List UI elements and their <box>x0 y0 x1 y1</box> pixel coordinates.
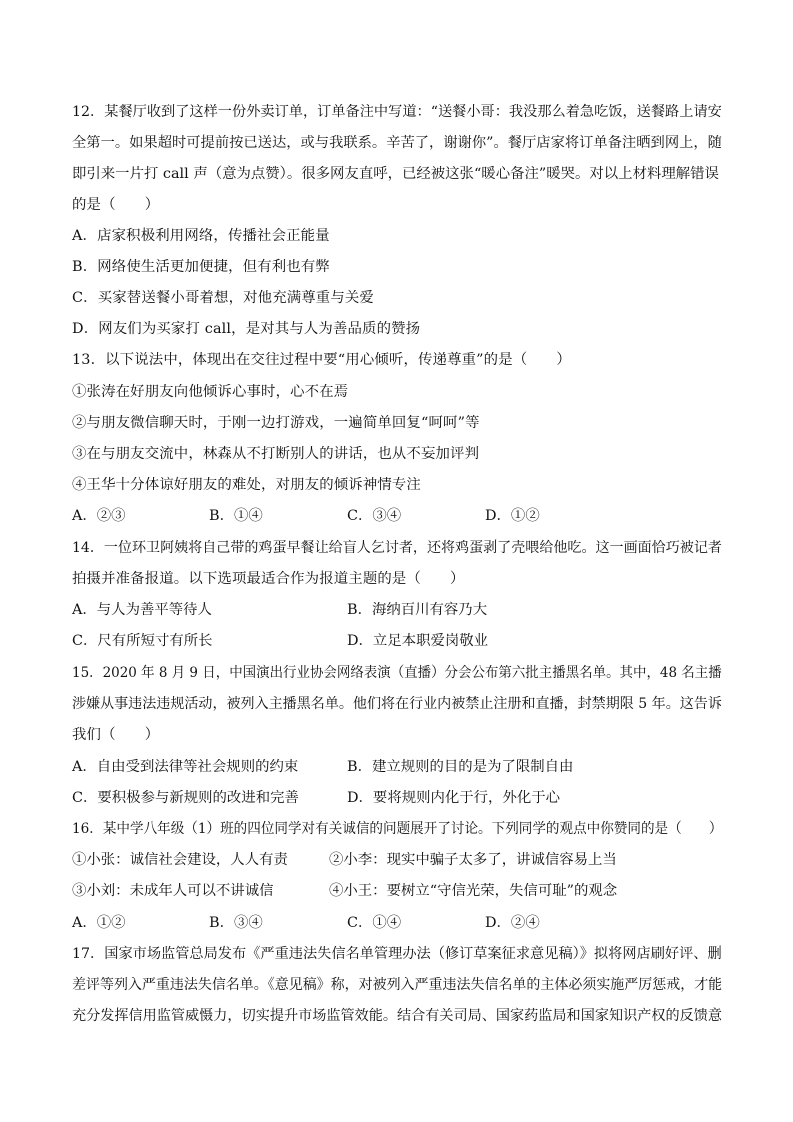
q12-stem-line-2: 全第一。如果超时可提前按已送达，或与我联系。辛苦了，谢谢你”。餐厅店家将订单备注晒到网上，随 <box>72 135 722 151</box>
q14-stem-line-1: 14．一位环卫阿姨将自己带的鸡蛋早餐让给盲人乞讨者，还将鸡蛋剥了壳喂给他吃。这一画面恰巧被记者 <box>72 540 722 556</box>
q16-option-b: B．③④ <box>209 915 263 931</box>
q16-item-2: ②小李：现实中骗子太多了，讲诚信容易上当 <box>329 852 617 868</box>
q14-option-a: A．与人为善平等待人 <box>72 602 212 618</box>
q13-item-2: ②与朋友微信聊天时，于刚一边打游戏，一遍简单回复“呵呵”等 <box>72 415 480 431</box>
q17-stem-line-3: 充分发挥信用监管威慑力，切实提升市场监管效能。结合有关司局、国家药监局和国家知识产权的反馈意 <box>72 1008 723 1024</box>
q15-option-a: A．自由受到法律等社会规则的约束 <box>72 759 299 775</box>
q14-stem-line-2: 拍摄并准备报道。以下选项最适合作为报道主题的是（ ） <box>72 571 465 587</box>
q15-option-c: C．要积极参与新规则的改进和完善 <box>72 790 299 806</box>
q12-stem-line-1: 12．某餐厅收到了这样一份外卖订单，订单备注中写道：“送餐小哥：我没那么着急吃饭，送餐路上请安 <box>72 104 722 120</box>
q13-option-c: C．③④ <box>347 508 402 524</box>
q13-item-3: ③在与朋友交流中，林森从不打断别人的讲话，也从不妄加评判 <box>72 446 480 462</box>
q16-item-4: ④小王：要树立“守信光荣，失信可耻”的观念 <box>329 883 618 899</box>
q14-option-d: D．立足本职爱岗敬业 <box>347 633 489 649</box>
q13-option-d: D．①② <box>485 508 540 524</box>
q15-stem-line-1: 15．2020 年 8 月 9 日，中国演出行业协会网络表演（直播）分会公布第六批主播黑名单。其中，48 名主播 <box>72 665 722 681</box>
q16-item-3: ③小刘：未成年人可以不讲诚信 <box>72 883 274 899</box>
q16-stem: 16．某中学八年级（1）班的四位同学对有关诚信的问题展开了讨论。下列同学的观点中你赞同的是（ ） <box>72 821 723 837</box>
q12-option-c: C．买家替送餐小哥着想，对他充满尊重与关爱 <box>72 290 374 306</box>
q15-option-b: B．建立规则的目的是为了限制自由 <box>347 759 574 775</box>
q13-option-b: B．①④ <box>209 508 263 524</box>
q16-option-c: C．①④ <box>347 915 402 931</box>
q16-option-d: D．②④ <box>485 915 540 931</box>
q13-item-1: ①张涛在好朋友向他倾诉心事时，心不在焉 <box>72 384 349 400</box>
q13-option-a: A．②③ <box>72 508 126 524</box>
q13-item-4: ④王华十分体谅好朋友的难处，对朋友的倾诉神情专注 <box>72 477 421 493</box>
q12-stem-line-4: 的是（ ） <box>72 197 160 213</box>
q16-item-1: ①小张：诚信社会建设，人人有责 <box>72 852 288 868</box>
q13-stem: 13．以下说法中，体现出在交往过程中要“用心倾听，传递尊重”的是（ ） <box>72 352 571 368</box>
q15-stem-line-3: 我们（ ） <box>72 727 160 743</box>
q12-option-a: A．店家积极利用网络，传播社会正能量 <box>72 228 330 244</box>
q12-option-d: D．网友们为买家打 call，是对其与人为善品质的赞扬 <box>72 321 421 337</box>
q15-stem-line-2: 涉嫌从事违法违规活动，被列入主播黑名单。他们将在行业内被禁止注册和直播，封禁期限 5 年。这告诉 <box>72 696 722 712</box>
q17-stem-line-2: 差评等列入严重违法失信名单。《意见稿》称，对被列入严重违法失信名单的主体必须实施严厉惩戒，才能 <box>72 977 723 993</box>
q14-option-b: B．海纳百川有容乃大 <box>347 602 488 618</box>
q17-stem-line-1: 17．国家市场监管总局发布《严重违法失信名单管理办法（修订草案征求意见稿）》拟将网店刷好评、删 <box>72 946 722 962</box>
q15-option-d: D．要将规则内化于行，外化于心 <box>347 790 561 806</box>
q12-option-b: B．网络使生活更加便捷，但有利也有弊 <box>72 259 330 275</box>
q16-option-a: A．①② <box>72 915 126 931</box>
q14-option-c: C．尺有所短寸有所长 <box>72 633 213 649</box>
q12-stem-line-3: 即引来一片打 call 声（意为点赞）。很多网友直呼，已经被这张“暖心备注”暖哭。对以上材料理解错误 <box>72 166 719 182</box>
